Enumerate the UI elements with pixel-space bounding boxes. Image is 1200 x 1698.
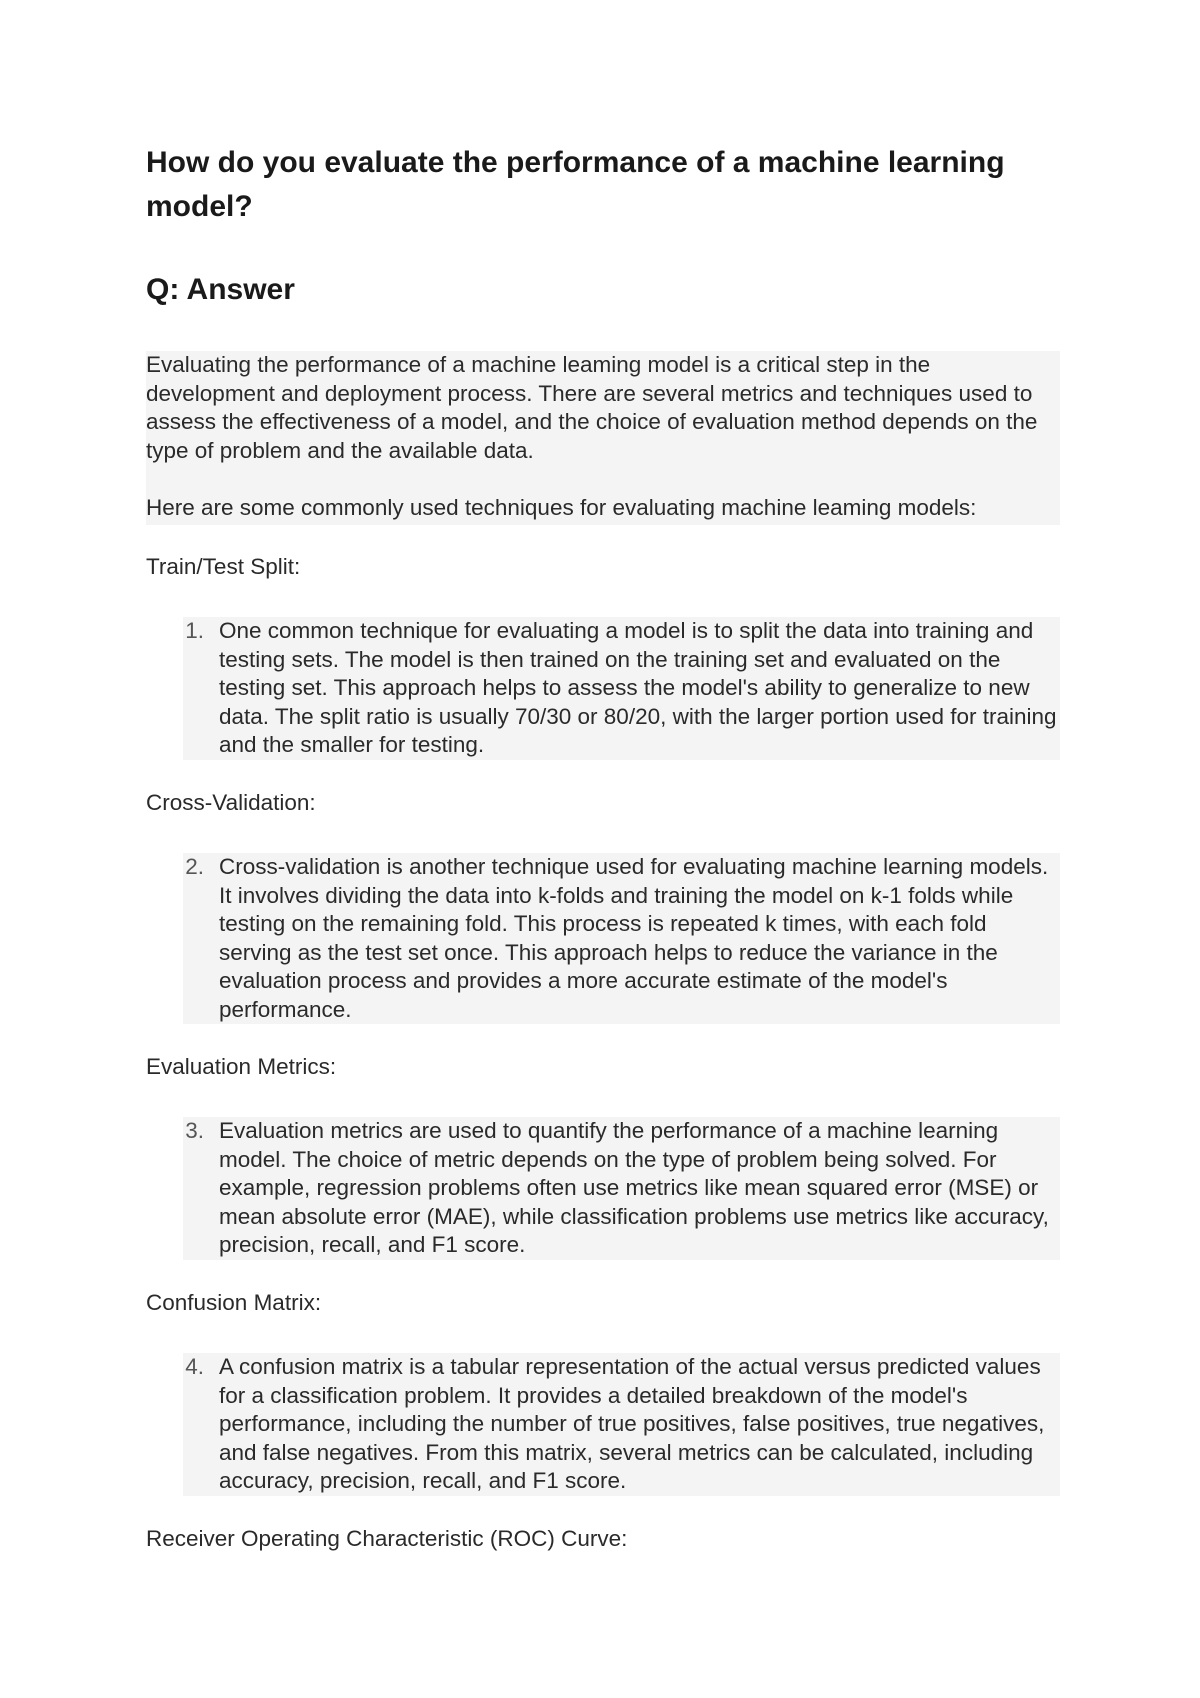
intro-paragraph: Evaluating the performance of a machine leaming model is a critical step in the development and deployment process. There are several metrics and techniques used to assess the effectiveness of a model, and the choice of evaluation method depends on the type of problem and the available data.	[146, 352, 1038, 463]
document-title: How do you evaluate the performance of a machine learning model?	[146, 146, 1005, 223]
item-4-text: A confusion matrix is a tabular representation of the actual versus predicted values for a classification problem. It provides a detailed breakdown of the model's performance, including the number of true positives, false positives, true negatives, and false negatives. From this matrix, several metrics can be calculated, including accuracy, precision, recall, and F1 score.	[219, 1354, 1045, 1493]
section-label-train-test-split: Train/Test Split:	[146, 554, 301, 579]
item-3-text: Evaluation metrics are used to quantify the performance of a machine learning model. The choice of metric depends on the type of problem being solved. For example, regression problems often use metrics like mean squared error (MSE) or mean absolute error (MAE), while classification problems use metrics like accuracy, precision, recall, and F1 score.	[219, 1118, 1049, 1257]
item-2-number: 2.	[185, 854, 204, 879]
item-3-number: 3.	[185, 1118, 204, 1143]
section-label-roc-curve: Receiver Operating Characteristic (ROC) Curve:	[146, 1526, 628, 1551]
item-1-text: One common technique for evaluating a model is to split the data into training and testing sets. The model is then trained on the training set and evaluated on the testing set. This approach helps to assess the model's ability to generalize to new data. The split ratio is usually 70/30 or 80/20, with the larger portion used for training and the smaller for testing.	[219, 618, 1057, 757]
item-2-text: Cross-validation is another technique used for evaluating machine learning models. It involves dividing the data into k-folds and training the model on k-1 folds while testing on the remaining fold. This process is repeated k times, with each fold serving as the test set once. This approach helps to reduce the variance in the evaluation process and provides a more accurate estimate of the model's performance.	[219, 854, 1049, 1022]
item-4-number: 4.	[185, 1354, 204, 1379]
section-label-confusion-matrix: Confusion Matrix:	[146, 1290, 322, 1315]
answer-heading: Q: Answer	[146, 273, 295, 306]
section-label-cross-validation: Cross-Validation:	[146, 790, 316, 815]
item-1-number: 1.	[185, 618, 204, 643]
intro-list-lead: Here are some commonly used techniques for evaluating machine leaming models:	[146, 495, 977, 520]
section-label-evaluation-metrics: Evaluation Metrics:	[146, 1054, 337, 1079]
